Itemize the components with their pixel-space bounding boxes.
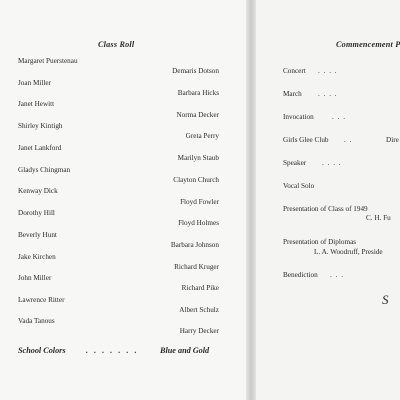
right-name: Barbara Hicks — [177, 89, 219, 97]
program-presenter: C. H. Fu — [366, 214, 391, 222]
left-name: Shirley Kintigh — [18, 122, 63, 130]
left-name: Janet Lankford — [18, 144, 62, 152]
left-name: Gladys Chingman — [18, 166, 71, 174]
right-name: Demaris Dotson — [172, 67, 219, 75]
right-name: Floyd Holmes — [178, 219, 219, 227]
program-leader: . . . — [332, 113, 346, 121]
right-name: Marilyn Staub — [177, 154, 219, 162]
right-name: Greta Perry — [185, 132, 219, 140]
program-item: Presentation of Diplomas — [283, 238, 357, 246]
flourish-mark: S — [382, 292, 389, 307]
program-item: Benediction — [283, 271, 318, 279]
right-name: Norma Decker — [176, 111, 219, 119]
left-name: Joan Miller — [18, 79, 51, 87]
school-colors-leader: . . . . . . . — [86, 346, 139, 355]
right-name: Barbara Johnson — [170, 241, 219, 249]
program-director: Dire — [386, 136, 399, 144]
right-page — [256, 0, 400, 400]
program-leader: . . . — [330, 271, 344, 279]
program-item: March — [283, 90, 302, 98]
school-colors-value: Blue and Gold — [160, 346, 210, 355]
left-name: Kenway Dick — [18, 187, 58, 195]
class-roll-heading: Class Roll — [98, 40, 135, 49]
right-name: Clayton Church — [173, 176, 219, 184]
page-gutter — [246, 0, 256, 400]
program-item: Presentation of Class of 1949 — [283, 205, 368, 213]
program-leader: . . — [344, 136, 353, 144]
program-leader: . . . . — [322, 159, 342, 167]
right-name: Richard Pike — [181, 284, 219, 292]
left-name: Jake Kirchen — [18, 253, 56, 261]
program-leader: . . . . — [318, 90, 338, 98]
left-name: Dorothy Hill — [18, 209, 55, 217]
left-name: Margaret Puerstenau — [18, 57, 78, 65]
left-name: Janet Hewitt — [18, 100, 55, 108]
left-name: John Miller — [18, 274, 52, 282]
program-presenter: L. A. Woodruff, Preside — [314, 248, 383, 256]
right-name: Harry Decker — [179, 327, 219, 335]
right-name: Richard Kruger — [174, 263, 219, 271]
program-item: Invocation — [283, 113, 314, 121]
program-item: Concert — [283, 67, 306, 75]
program-item: Speaker — [283, 159, 307, 167]
left-name: Beverly Hunt — [18, 231, 57, 239]
program-item: Girls Glee Club — [283, 136, 329, 144]
school-colors-label: School Colors — [18, 346, 66, 355]
left-name: Vada Tanous — [18, 317, 55, 325]
program-item: Vocal Solo — [283, 182, 315, 190]
right-name: Floyd Fowler — [180, 198, 219, 206]
right-name: Albert Schulz — [179, 306, 219, 314]
program-heading: Commencement P — [336, 40, 400, 49]
left-name: Lawrence Ritter — [18, 296, 65, 304]
program-leader: . . . . — [318, 67, 338, 75]
